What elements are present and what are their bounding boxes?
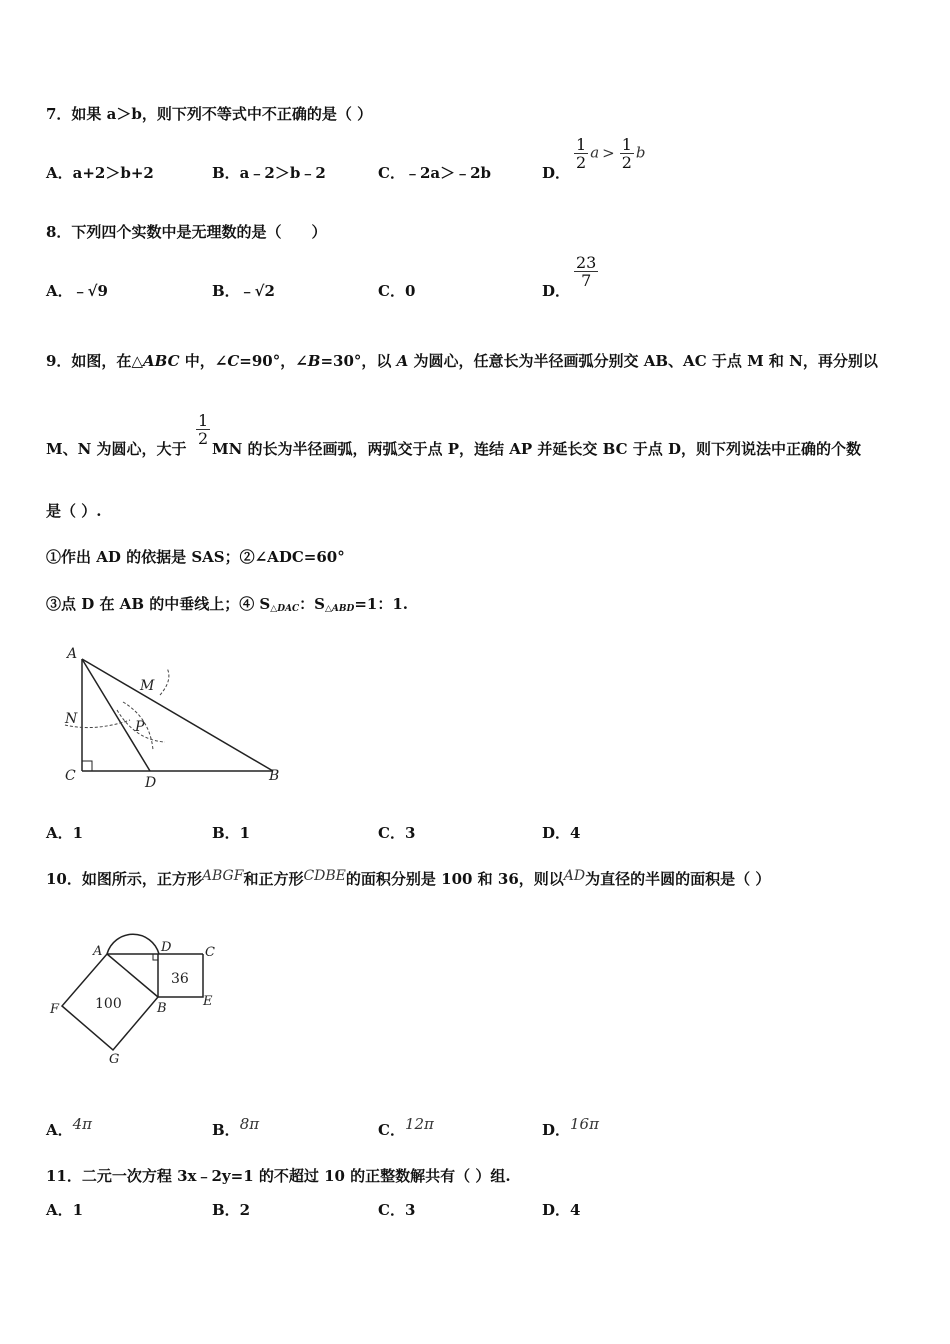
q7-var-b: b — [635, 143, 646, 162]
q8-fraction — [574, 254, 598, 289]
q9-a: A — [396, 352, 409, 370]
q7-gt: > — [602, 143, 615, 162]
q9-label-p: P — [135, 719, 145, 735]
q7-stem: 7．如果 a＞b，则下列不等式中不正确的是（ ） — [46, 105, 373, 123]
q9-statement-3-4 — [46, 593, 408, 614]
q8-stem: 8．下列四个实数中是无理数的是（ ） — [46, 223, 327, 241]
q10-label-f: F — [50, 1002, 60, 1017]
q9-frac — [196, 412, 210, 447]
q10-label-g: G — [109, 1052, 120, 1067]
q8-option-c[interactable]: C．0 — [378, 282, 416, 300]
q7-frac1-den: 2 — [576, 153, 587, 172]
q9-label-d: D — [145, 775, 157, 790]
q10-opt-d-label: D． — [542, 1121, 571, 1139]
q7-fraction-2 — [620, 136, 634, 171]
q7-option-b[interactable]: B．a﹣2＞b﹣2 — [212, 164, 326, 182]
q9-stem-line2-pre: M、N 为圆心，大于 — [46, 440, 187, 458]
q10-opt-a-label: A． — [46, 1121, 73, 1139]
q7-option-d-expr — [572, 136, 646, 171]
q7-frac2-num: 1 — [621, 135, 632, 154]
q10-mid1: 和正方形 — [243, 870, 304, 888]
q9-s2-post: =1：1. — [354, 595, 408, 613]
q9-line-ad — [82, 659, 150, 771]
q10-mid2: 的面积分别是 100 和 36，则以 — [345, 870, 564, 888]
q10-label-b: B — [157, 1001, 167, 1016]
q9-l1-pre: 9．如图，在△ — [46, 352, 143, 370]
q10-option-d[interactable] — [542, 1115, 599, 1140]
q9-label-m: M — [140, 678, 155, 694]
q10-post: 为直径的半圆的面积是（ ） — [585, 870, 771, 888]
q10-opt-c-value: 12π — [404, 1115, 434, 1133]
q9-label-n: N — [65, 711, 78, 727]
q10-area-big: 100 — [95, 996, 122, 1012]
q9-stem-line2-post: MN 的长为半径画弧，两弧交于点 P，连结 AP 并延长交 BC 于点 D，则下列说法中正确的个数 — [212, 440, 861, 458]
q11-option-c[interactable]: C．3 — [378, 1201, 416, 1219]
q10-opt-a-value: 4π — [72, 1115, 93, 1133]
q10-stem — [46, 868, 770, 889]
q10-option-c[interactable] — [378, 1115, 434, 1140]
q11-option-d[interactable]: D．4 — [542, 1201, 581, 1219]
q10-label-c: C — [205, 945, 215, 960]
q9-l1-mid1: 中，∠ — [179, 352, 228, 370]
q10-pre: 10．如图所示，正方形 — [46, 870, 202, 888]
q9-abc: ABC — [142, 352, 180, 370]
q9-s2-mid: ：S — [299, 595, 325, 613]
q9-option-d[interactable]: D．4 — [542, 824, 581, 842]
q9-s2-pre: ③点 D 在 AB 的中垂线上；④ S — [46, 595, 271, 613]
q9-l1-mid3: =30°，以 — [320, 352, 397, 370]
q8-option-d[interactable] — [542, 280, 570, 301]
q10-option-a[interactable] — [46, 1115, 92, 1140]
q9-half-den: 2 — [198, 429, 209, 448]
q7-frac2-den: 2 — [621, 153, 632, 172]
q9-b: B — [307, 352, 321, 370]
q8-frac-num: 23 — [576, 253, 597, 272]
q8-option-d-label: D． — [542, 282, 571, 300]
q9-l1-post: 为圆心，任意长为半径画弧分别交 AB、AC 于点 M 和 N，再分别以 — [408, 352, 878, 370]
q10-label-a: A — [93, 944, 103, 959]
q10-option-b[interactable] — [212, 1115, 259, 1140]
q9-triangle-figure — [55, 640, 295, 790]
q9-right-angle-mark — [82, 761, 92, 771]
q11-stem: 11．二元一次方程 3x﹣2y=1 的不超过 10 的正整数解共有（ ）组. — [46, 1167, 511, 1185]
q8-option-d-fraction — [572, 254, 600, 289]
q9-label-c: C — [65, 768, 76, 784]
q9-label-b: B — [269, 768, 280, 784]
q10-label-e: E — [203, 994, 213, 1009]
q11-option-b[interactable]: B．2 — [212, 1201, 251, 1219]
q9-half-fraction — [194, 412, 212, 447]
q9-l1-mid2: =90°，∠ — [239, 352, 308, 370]
q9-c: C — [227, 352, 240, 370]
q10-square2: CDBE — [303, 868, 346, 884]
q9-arc-m — [160, 668, 169, 695]
q10-opt-b-value: 8π — [239, 1115, 260, 1133]
q10-square1: ABGF — [201, 868, 244, 884]
q7-option-d[interactable] — [542, 162, 570, 183]
q9-half-num: 1 — [198, 411, 209, 430]
q7-var-a: a — [590, 143, 600, 162]
q7-option-c[interactable]: C．﹣2a＞﹣2b — [378, 164, 492, 182]
q9-stem-line3: 是（ ）. — [46, 502, 102, 520]
q9-s2-sub2: △ABD — [325, 604, 355, 614]
q9-option-c[interactable]: C．3 — [378, 824, 416, 842]
q9-side-ab — [82, 659, 273, 771]
q9-option-a[interactable]: A．1 — [46, 824, 84, 842]
q10-opt-d-value: 16π — [570, 1115, 599, 1133]
q10-label-d: D — [161, 940, 172, 955]
q8-option-a[interactable]: A．﹣√9 — [46, 282, 108, 300]
q11-option-a[interactable]: A．1 — [46, 1201, 84, 1219]
q9-statement-1-2: ①作出 AD 的依据是 SAS；②∠ADC=60° — [46, 548, 345, 566]
q7-frac1-num: 1 — [576, 135, 587, 154]
q10-area-small: 36 — [171, 971, 189, 987]
q7-option-a[interactable]: A．a+2＞b+2 — [46, 164, 154, 182]
q9-s2-sub1: △DAC — [270, 604, 300, 614]
q7-option-d-label: D． — [542, 164, 571, 182]
q10-squares-figure — [45, 920, 225, 1070]
q9-stem-line1 — [46, 350, 878, 371]
q9-option-b[interactable]: B．1 — [212, 824, 251, 842]
q8-option-b[interactable]: B．﹣√2 — [212, 282, 275, 300]
q7-fraction-1 — [574, 136, 588, 171]
q8-frac-den: 7 — [581, 271, 592, 290]
q10-opt-c-label: C． — [378, 1121, 405, 1139]
q10-semicircle — [107, 934, 159, 954]
q9-label-a: A — [67, 646, 78, 662]
q10-ad: AD — [563, 868, 586, 884]
q10-opt-b-label: B． — [212, 1121, 240, 1139]
